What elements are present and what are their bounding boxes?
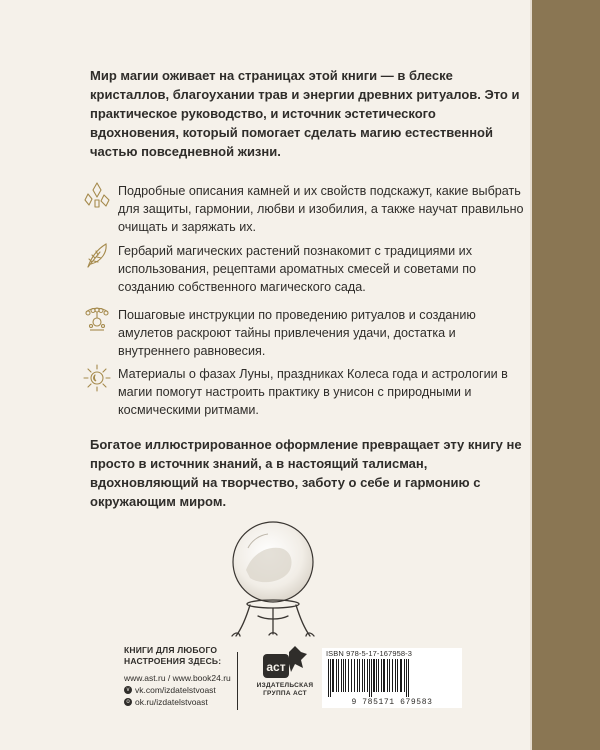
- crystals-icon: [82, 180, 112, 210]
- barcode-bar: [357, 659, 358, 692]
- divider: [237, 652, 238, 710]
- barcode-bar: [336, 659, 337, 692]
- spine-band: [532, 0, 600, 750]
- website-link-text[interactable]: www.ast.ru / www.book24.ru: [124, 673, 231, 683]
- feature-text: Материалы о фазах Луны, праздниках Колеса года и астрологии в магии помогут настроить практику в унисон с природными и космическими ритмами.: [118, 367, 508, 417]
- barcode-bars: [326, 659, 458, 697]
- barcode-bar: [359, 659, 360, 692]
- barcode-guard-bar: [369, 659, 370, 697]
- ast-logo-block: [246, 644, 324, 698]
- spine-edge-line: [530, 0, 532, 750]
- logo-caption-line: ИЗДАТЕЛЬСКАЯ: [256, 682, 314, 689]
- charm-amulet-icon: [82, 304, 112, 334]
- barcode-bar: [354, 659, 355, 692]
- sun-moon-icon: [82, 363, 112, 393]
- barcode-bar: [364, 659, 365, 692]
- barcode-guard-bar: [328, 659, 329, 697]
- barcode-bar: [338, 659, 339, 692]
- website-link[interactable]: [124, 672, 234, 684]
- barcode-bar: [343, 659, 344, 692]
- barcode-bar: [351, 659, 352, 692]
- barcode-guard-bar: [406, 659, 407, 697]
- vk-link-text[interactable]: vk.com/izdatelstvoast: [135, 685, 216, 695]
- barcode-bar: [389, 659, 390, 692]
- feature-text: Подробные описания камней и их свойств подскажут, какие выбрать для защиты, гармонии, любви и изобилия, а также научат правильно очищать и заряжать их.: [118, 184, 524, 234]
- barcode-bar: [381, 659, 382, 692]
- publisher-heading: [124, 645, 234, 667]
- outro-paragraph: Богатое иллюстрированное оформление превращает эту книгу не просто в источник знаний, а в настоящий талисман, вдохновляющий на творчество, заботу о себе и гармонию с окружающим миром.: [90, 437, 522, 509]
- feature-text: Гербарий магических растений познакомит с традициями их использования, рецептами ароматных смесей и советами по созданию собственного магического сада.: [118, 244, 477, 294]
- barcode-guard-bar: [330, 659, 331, 697]
- barcode-guard-bar: [371, 659, 372, 697]
- barcode-bar: [397, 659, 398, 692]
- herb-leaf-icon: [82, 240, 112, 270]
- barcode-bar: [367, 659, 368, 692]
- barcode-bar: [348, 659, 349, 692]
- barcode-bar: [376, 659, 377, 692]
- barcode-bar: [362, 659, 363, 692]
- barcode-bar: [395, 659, 396, 692]
- logo-caption-line: ГРУППА АСТ: [263, 690, 307, 697]
- intro-paragraph: Мир магии оживает на страницах этой книги — в блеске кристаллов, благоухании трав и энергии древних ритуалов. Это и практическое руководство, и источник эстетического вдохновения, который помогает сделать магию естественной частью повседневной жизни.: [90, 68, 520, 159]
- logo-caption: [246, 682, 324, 698]
- vk-link[interactable]: [124, 684, 234, 696]
- ok-link[interactable]: [124, 696, 234, 708]
- isbn-label: ISBN 978-5-17-167958-3: [326, 649, 413, 658]
- barcode-digits: 9 785171 679583: [351, 698, 433, 707]
- barcode-guard-bar: [408, 659, 409, 697]
- barcode-bar: [332, 659, 334, 692]
- publisher-heading-line: НАСТРОЕНИЯ ЗДЕСЬ:: [124, 656, 222, 666]
- ok-link-text[interactable]: ok.ru/izdatelstvoast: [135, 697, 208, 707]
- barcode-bar: [345, 659, 346, 692]
- barcode-bar: [373, 659, 375, 692]
- barcode: [322, 648, 462, 708]
- ok-icon: o: [124, 698, 132, 706]
- barcode-bar: [392, 659, 393, 692]
- vk-icon: v: [124, 686, 132, 694]
- barcode-bar: [400, 659, 402, 692]
- feature-text: Пошаговые инструкции по проведению ритуалов и созданию амулетов раскроют тайны привлечения удачи, достатка и внутреннего равновесия.: [118, 308, 476, 358]
- barcode-bar: [341, 659, 342, 692]
- publisher-heading-line: КНИГИ ДЛЯ ЛЮБОГО: [124, 645, 218, 655]
- barcode-bar: [404, 659, 405, 692]
- publisher-info: [124, 645, 234, 708]
- barcode-bar: [378, 659, 379, 692]
- crystal-ball-illustration: [218, 518, 328, 646]
- ast-logo: [261, 644, 309, 680]
- ast-logo-text: аст: [266, 660, 286, 674]
- barcode-bar: [387, 659, 388, 692]
- barcode-bar: [383, 659, 385, 692]
